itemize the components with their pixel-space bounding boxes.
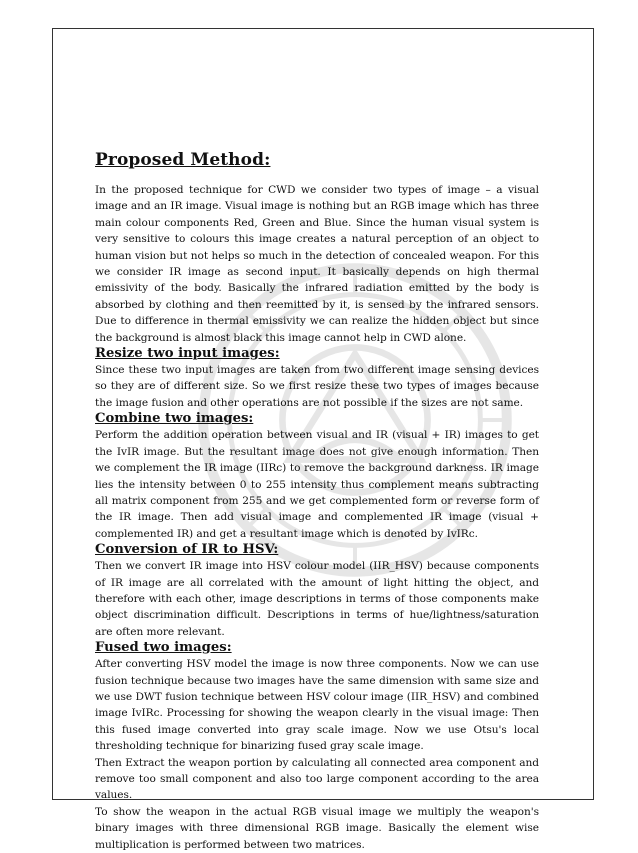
document-body [95, 150, 539, 853]
intro-paragraph: In the proposed technique for CWD we consider two types of image – a visual image and an IR image. Visual image is nothing but an RGB image which has three main colour components Red, Green and Blue. Since the human visual system is very sensitive to colours this image creates a natural perception of an object to human vision but not helps so much in the detection of concealed weapon. For this we consider IR image as second input. It basically depends on high thermal emissivity of the body. Basically the infrared radiation emitted by the body is absorbed by clothing and then reemitted by it, is sensed by the infrared sensors. Due to difference in thermal emissivity we can realize the hidden object but since the background is almost black this image cannot help in CWD alone. [95, 184, 539, 344]
section-heading-combine: Combine two images: [95, 411, 254, 427]
section-heading-hsv: Conversion of IR to HSV: [95, 542, 279, 558]
section-paragraph-resize: Since these two input images are taken from two different image sensing devices so they are of different size. So we first resize these two types of images because the image fusion and other operations are not possible if the sizes are not same. [95, 364, 539, 409]
page-title: Proposed Method: [95, 150, 271, 170]
section-heading-resize: Resize two input images: [95, 346, 280, 362]
section-paragraph-hsv: Then we convert IR image into HSV colour model (IIR_HSV) because components of IR image are all correlated with the amount of light hitting the object, and therefore with each other, image descriptions in terms of those components make object discrimination difficult. Descriptions in terms of hue/lightness/saturation are often more relevant. [95, 560, 539, 638]
section-heading-fused: Fused two images: [95, 640, 232, 656]
section-paragraph-fused-1: After converting HSV model the image is now three components. Now we can use fusion technique because two images have the same dimension with same size and we use DWT fusion technique between HSV colour image (IIR_HSV) and combined image IvIRc. Processing for showing the weapon clearly in the visual image: Then this fused image converted into gray scale image. Now we use Otsu's local thresholding technique for binarizing fused gray scale image. [95, 658, 539, 753]
section-paragraph-fused-3: To show the weapon in the actual RGB visual image we multiply the weapon's binary images with three dimensional RGB image. Basically the element wise multiplication is performed between two matrices. [95, 805, 539, 851]
section-paragraph-combine: Perform the addition operation between visual and IR (visual + IR) images to get the IvIR image. But the resultant image does not give enough information. Then we complement the IR image (IIRc) to remove the background darkness. IR image lies the intensity between 0 to 255 intensity thus complement means subtracting all matrix component from 255 and we get complemented form or reverse form of the IR image. Then add visual image and complemented IR image (visual + complemented IR) and get a resultant image which is denoted by IvIRc. [95, 429, 539, 540]
section-paragraph-fused-2: Then Extract the weapon portion by calculating all connected area component and remove too small component and also too large component according to the area values. [95, 756, 539, 802]
